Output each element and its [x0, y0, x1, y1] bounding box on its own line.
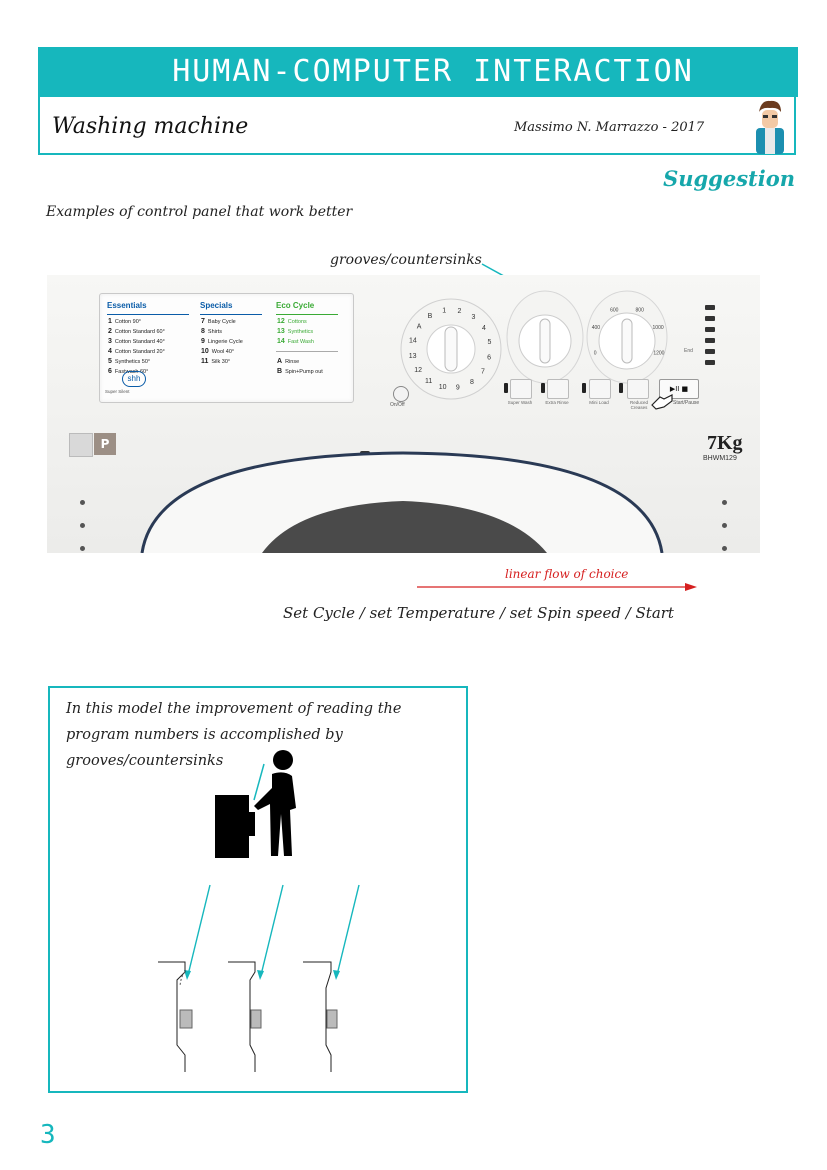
groove-cross-section-diagrams [150, 880, 370, 1075]
screw [80, 546, 85, 551]
spin-value: 800 [635, 307, 644, 314]
program-row: 3 Cotton Standard 40° [108, 338, 165, 345]
dial-number: 2 [457, 307, 462, 315]
option-label: Mini Load [589, 400, 609, 405]
start-pause-button[interactable]: ▶II ■ [659, 379, 699, 399]
temperature-dial[interactable] [505, 289, 585, 385]
program-row: 14 Fast Wash [277, 338, 314, 345]
screw [722, 500, 727, 505]
start-pause-label: Start/Pause [673, 400, 700, 406]
dial-number: 7 [480, 368, 485, 376]
eco-divider [276, 351, 338, 352]
program-dial[interactable] [399, 297, 504, 402]
eco-cycle-heading: Eco Cycle [276, 301, 315, 310]
eco-underline [276, 314, 338, 315]
flow-label: linear flow of choice [505, 567, 629, 581]
capacity-label: 7Kg [707, 432, 743, 454]
illustration-caption: In this model the improvement of reading the program numbers is accomplished by grooves/countersinks [66, 701, 402, 769]
status-led [705, 360, 715, 365]
option-label: Extra Rinse [545, 400, 569, 405]
program-row: 7 Baby Cycle [201, 318, 236, 325]
power-button[interactable] [393, 386, 409, 402]
program-row: 9 Lingerie Cycle [201, 338, 243, 345]
shh-badge: shh [122, 371, 146, 387]
dial-number: 6 [487, 354, 492, 362]
dial-number: B [427, 313, 433, 321]
dial-number: A [416, 323, 422, 331]
status-led [705, 327, 715, 332]
dial-number: 14 [409, 337, 417, 345]
super-silent-label: Super Silent [105, 389, 130, 394]
program-row: 12 Cottons [277, 318, 307, 325]
mini-load-button[interactable] [589, 379, 611, 399]
screw [80, 523, 85, 528]
program-row: 13 Synthetics [277, 328, 314, 335]
dial-number: 9 [455, 384, 460, 392]
spin-value: 1000 [652, 325, 664, 332]
dial-number: 8 [470, 378, 474, 386]
program-row: 2 Cotton Standard 60° [108, 328, 165, 335]
dial-number: 3 [471, 314, 476, 322]
spin-value: 0 [593, 350, 597, 357]
dial-number: 10 [438, 384, 447, 392]
status-led [705, 305, 715, 310]
door-frame [47, 435, 760, 553]
pointing-hand-icon [650, 393, 674, 411]
essentials-heading: Essentials [107, 301, 147, 310]
dial-number: 5 [487, 339, 492, 347]
flow-arrow [415, 580, 700, 594]
page-title: HUMAN-COMPUTER INTERACTION [172, 54, 694, 89]
on-off-label: On/Off [390, 402, 405, 408]
dial-number: 13 [408, 352, 417, 360]
spin-value: 600 [610, 307, 619, 314]
essentials-underline [107, 314, 189, 315]
avatar-icon [748, 98, 792, 154]
status-led [705, 338, 715, 343]
spin-dial[interactable] [585, 289, 669, 385]
dial-number: 11 [424, 377, 433, 385]
spin-value: 1200 [653, 350, 665, 357]
end-label: End [684, 348, 693, 354]
document-subtitle: Washing machine [52, 114, 249, 139]
eco-badge: P [94, 433, 116, 455]
screw [80, 500, 85, 505]
screw [722, 546, 727, 551]
option-led [504, 383, 508, 393]
option-label: Reduced Creases [629, 400, 648, 410]
super-wash-button[interactable] [510, 379, 532, 399]
program-row: 5 Synthetics 50° [108, 358, 151, 365]
person-at-machine-icon [210, 748, 310, 860]
page-number: 3 [40, 1120, 56, 1150]
program-card [99, 293, 354, 403]
section-label: Suggestion [663, 166, 795, 191]
program-row: 1 Cotton 90° [108, 318, 141, 325]
option-led [541, 383, 545, 393]
status-led [705, 316, 715, 321]
model-label: BHWM129 [703, 455, 737, 462]
reduced-creases-button[interactable] [627, 379, 649, 399]
program-row: 10 Wool 40° [201, 348, 235, 355]
sequence-text: Set Cycle / set Temperature / set Spin speed / Start [283, 604, 674, 622]
dial-number: 4 [481, 325, 486, 332]
specials-underline [200, 314, 262, 315]
screw [722, 523, 727, 528]
extra-rinse-button[interactable] [547, 379, 569, 399]
spin-value: 400 [591, 325, 601, 332]
program-row: A Rinse [277, 358, 300, 365]
status-led [705, 349, 715, 354]
option-label: Super Wash [507, 400, 533, 405]
specials-heading: Specials [200, 301, 233, 310]
control-panel-photo [47, 275, 760, 553]
author-line: Massimo N. Marrazzo - 2017 [514, 120, 705, 135]
program-row: 6 Fastwash 60° [108, 368, 149, 375]
intro-text: Examples of control panel that work better [46, 204, 353, 220]
grooves-annotation-label: grooves/countersinks [330, 252, 482, 268]
option-led [619, 383, 623, 393]
program-row: B Spin+Pump out [277, 368, 323, 375]
option-led [582, 383, 586, 393]
program-row: 8 Shirts [201, 328, 222, 335]
dial-number: 1 [442, 307, 447, 315]
program-row: 4 Cotton Standard 20° [108, 348, 165, 355]
program-row: 11 Silk 30° [201, 358, 231, 365]
dial-number: 12 [414, 367, 422, 374]
